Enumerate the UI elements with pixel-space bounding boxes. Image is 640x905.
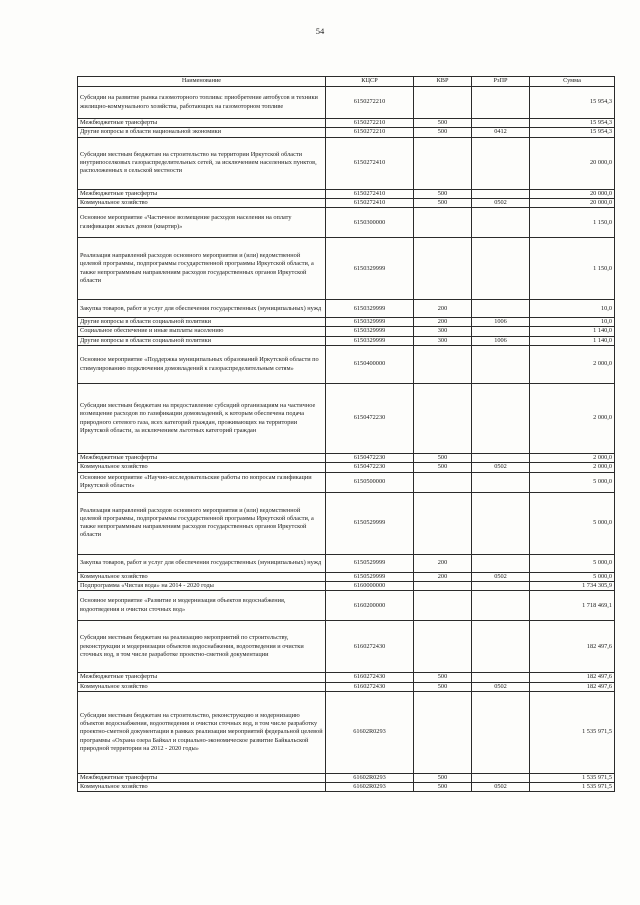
row-kcsr: 6150400000: [326, 346, 414, 384]
row-kvr: 500: [414, 119, 472, 128]
row-name: Коммунальное хозяйство: [78, 682, 326, 691]
row-sum: 20 000,0: [530, 189, 615, 198]
row-kcsr: 6150529999: [326, 554, 414, 572]
row-kvr: 300: [414, 327, 472, 336]
row-kcsr: 6150472230: [326, 463, 414, 472]
row-sum: 1 150,0: [530, 238, 615, 300]
row-kvr: [414, 691, 472, 773]
row-rzpr: [472, 189, 530, 198]
row-rzpr: [472, 591, 530, 621]
row-name: Основное мероприятие «Научно-исследовательские работы по вопросам газификации Иркутской области»: [78, 472, 326, 492]
table-row: [78, 591, 615, 621]
row-sum: 182 497,6: [530, 682, 615, 691]
header-name: Наименование: [78, 77, 326, 87]
row-name: Субсидии местным бюджетам на реализацию мероприятий по строительству, реконструкции и модернизации объектов водоснабжения, водоотведения и очистки сточных вод, в том числе разработке проектно-сметной документации: [78, 621, 326, 673]
budget-table: [77, 76, 615, 792]
row-sum: 1 140,0: [530, 336, 615, 345]
row-sum: 1 734 305,9: [530, 581, 615, 590]
row-sum: 15 954,3: [530, 128, 615, 137]
row-kvr: [414, 346, 472, 384]
row-kvr: 500: [414, 682, 472, 691]
row-kcsr: 6150529999: [326, 492, 414, 554]
row-kcsr: 6160272430: [326, 673, 414, 682]
row-kvr: 200: [414, 554, 472, 572]
row-rzpr: [472, 691, 530, 773]
row-sum: 182 497,6: [530, 673, 615, 682]
row-name: Межбюджетные трансферты: [78, 454, 326, 463]
row-name: Основное мероприятие «Частичное возмещение расходов населения на оплату газификации жилых домов (квартир)»: [78, 208, 326, 238]
row-kvr: [414, 87, 472, 119]
row-name: Коммунальное хозяйство: [78, 783, 326, 792]
row-rzpr: [472, 472, 530, 492]
header-rzpr: РзПР: [472, 77, 530, 87]
row-kcsr: 6150329999: [326, 318, 414, 327]
row-name: Межбюджетные трансферты: [78, 773, 326, 782]
row-name: Закупка товаров, работ и услуг для обеспечения государственных (муниципальных) нужд: [78, 300, 326, 318]
row-name: Подпрограмма «Чистая вода» на 2014 - 2020 годы: [78, 581, 326, 590]
row-kcsr: 6160000000: [326, 581, 414, 590]
row-rzpr: [472, 87, 530, 119]
row-rzpr: 0412: [472, 128, 530, 137]
table-row: [78, 783, 615, 792]
row-name: Другие вопросы в области социальной политики: [78, 336, 326, 345]
table-row: [78, 673, 615, 682]
row-rzpr: [472, 492, 530, 554]
row-name: Коммунальное хозяйство: [78, 198, 326, 207]
row-kcsr: 6150500000: [326, 472, 414, 492]
row-kvr: 500: [414, 463, 472, 472]
row-kcsr: 6160272430: [326, 682, 414, 691]
row-sum: 1 150,0: [530, 208, 615, 238]
row-sum: 1 535 971,5: [530, 691, 615, 773]
row-kvr: 200: [414, 300, 472, 318]
row-rzpr: [472, 621, 530, 673]
row-kcsr: 61602R0293: [326, 783, 414, 792]
table-row: [78, 238, 615, 300]
table-row: [78, 572, 615, 581]
row-sum: 2 000,0: [530, 384, 615, 454]
row-rzpr: [472, 208, 530, 238]
row-rzpr: [472, 238, 530, 300]
row-kvr: 500: [414, 783, 472, 792]
row-name: Межбюджетные трансферты: [78, 189, 326, 198]
row-kvr: 500: [414, 454, 472, 463]
row-kcsr: 6150472230: [326, 454, 414, 463]
row-rzpr: 0502: [472, 682, 530, 691]
row-name: Основное мероприятие «Поддержка муниципальных образований Иркутской области по стимулированию подключения домовладений к газораспределительным сетям»: [78, 346, 326, 384]
row-kvr: 500: [414, 128, 472, 137]
row-rzpr: [472, 554, 530, 572]
row-name: Субсидии местным бюджетам на строительство на территории Иркутской области внутрипоселковых газораспределительных сетей, за исключением населенных пунктов, расположенных в сельской местности: [78, 137, 326, 189]
row-sum: 1 535 971,5: [530, 773, 615, 782]
row-name: Межбюджетные трансферты: [78, 119, 326, 128]
table-row: [78, 318, 615, 327]
row-rzpr: [472, 581, 530, 590]
row-name: Коммунальное хозяйство: [78, 572, 326, 581]
row-rzpr: 0502: [472, 198, 530, 207]
row-sum: 1 535 971,5: [530, 783, 615, 792]
row-rzpr: [472, 137, 530, 189]
row-sum: 2 000,0: [530, 454, 615, 463]
row-kcsr: 6150329999: [326, 238, 414, 300]
row-kcsr: 6150329999: [326, 300, 414, 318]
table-row: [78, 189, 615, 198]
row-sum: 15 954,3: [530, 119, 615, 128]
row-rzpr: 0502: [472, 463, 530, 472]
row-kcsr: 6150272410: [326, 198, 414, 207]
row-name: Коммунальное хозяйство: [78, 463, 326, 472]
row-kvr: 500: [414, 189, 472, 198]
row-rzpr: 0502: [472, 572, 530, 581]
row-name: Межбюджетные трансферты: [78, 673, 326, 682]
row-name: Другие вопросы в области социальной политики: [78, 318, 326, 327]
table-row: [78, 691, 615, 773]
row-sum: 5 000,0: [530, 472, 615, 492]
row-kvr: [414, 137, 472, 189]
table-row: [78, 454, 615, 463]
row-name: Реализация направлений расходов основного мероприятия и (или) ведомственной целевой программы, подпрограммы государственной программы Иркутской области, а также непрограммным направлениям расходов государственных органов Иркутской области: [78, 492, 326, 554]
row-sum: 1 718 469,1: [530, 591, 615, 621]
row-sum: 5 000,0: [530, 492, 615, 554]
row-kcsr: 6150529999: [326, 572, 414, 581]
row-rzpr: 1006: [472, 318, 530, 327]
row-kvr: 200: [414, 318, 472, 327]
table-row: [78, 208, 615, 238]
row-name: Другие вопросы в области национальной экономики: [78, 128, 326, 137]
page-number: 54: [315, 26, 325, 36]
table-row: [78, 773, 615, 782]
row-sum: 5 000,0: [530, 572, 615, 581]
table-body: [78, 87, 615, 792]
row-sum: 20 000,0: [530, 137, 615, 189]
header-kvr: КВР: [414, 77, 472, 87]
row-kcsr: 6150272210: [326, 119, 414, 128]
table-header-row: [78, 77, 615, 87]
row-rzpr: [472, 327, 530, 336]
row-kvr: [414, 384, 472, 454]
row-rzpr: [472, 773, 530, 782]
table-row: [78, 119, 615, 128]
row-name: Закупка товаров, работ и услуг для обеспечения государственных (муниципальных) нужд: [78, 554, 326, 572]
row-kcsr: 6150272410: [326, 189, 414, 198]
row-kvr: [414, 472, 472, 492]
table-row: [78, 472, 615, 492]
table-row: [78, 327, 615, 336]
row-kvr: 200: [414, 572, 472, 581]
row-rzpr: [472, 300, 530, 318]
row-sum: 10,0: [530, 300, 615, 318]
row-rzpr: 1006: [472, 336, 530, 345]
row-kvr: [414, 621, 472, 673]
row-sum: 2 000,0: [530, 463, 615, 472]
table-row: [78, 554, 615, 572]
row-kvr: 500: [414, 773, 472, 782]
row-kcsr: 61602R0293: [326, 773, 414, 782]
row-kvr: [414, 208, 472, 238]
table-row: [78, 621, 615, 673]
row-sum: 2 000,0: [530, 346, 615, 384]
row-rzpr: [472, 119, 530, 128]
row-kvr: [414, 492, 472, 554]
row-sum: 10,0: [530, 318, 615, 327]
table-row: [78, 336, 615, 345]
row-kcsr: 6150272210: [326, 128, 414, 137]
row-kcsr: 6150472230: [326, 384, 414, 454]
row-kcsr: 6150329999: [326, 327, 414, 336]
row-kvr: [414, 591, 472, 621]
table-row: [78, 300, 615, 318]
row-name: Субсидии местным бюджетам на строительство, реконструкцию и модернизацию объектов водоснабжения, водоотведения и очистки сточных вод, в том числе разработку проектно-сметной документации в рамках реализации мероприятий федеральной целевой программы «Охрана озера Байкал и социально-экономическое развитие Байкальской природной территории на 2012 - 2020 годы»: [78, 691, 326, 773]
row-sum: 182 497,6: [530, 621, 615, 673]
row-sum: 15 954,3: [530, 87, 615, 119]
row-rzpr: [472, 346, 530, 384]
row-name: Социальное обеспечение и иные выплаты населению: [78, 327, 326, 336]
row-kcsr: 6150272210: [326, 87, 414, 119]
row-sum: 1 140,0: [530, 327, 615, 336]
table-row: [78, 137, 615, 189]
row-rzpr: [472, 384, 530, 454]
row-kvr: 500: [414, 198, 472, 207]
row-kvr: 300: [414, 336, 472, 345]
table-row: [78, 87, 615, 119]
row-kcsr: 6160200000: [326, 591, 414, 621]
row-kcsr: 6150272410: [326, 137, 414, 189]
table-row: [78, 581, 615, 590]
row-rzpr: [472, 673, 530, 682]
table-row: [78, 682, 615, 691]
row-kcsr: 6150300000: [326, 208, 414, 238]
row-kcsr: 6150329999: [326, 336, 414, 345]
table-row: [78, 492, 615, 554]
row-name: Субсидии местным бюджетам на предоставление субсидий организациям на частичное возмещение расходов по газификации домовладений, к которым обеспечена подача природного сетевого газа, всех категорий граждан, проживающих на территории Иркутской области, за исключением льготных категорий граждан: [78, 384, 326, 454]
row-kvr: [414, 581, 472, 590]
table-row: [78, 384, 615, 454]
row-rzpr: [472, 454, 530, 463]
row-kcsr: 6160272430: [326, 621, 414, 673]
row-kcsr: 61602R0293: [326, 691, 414, 773]
row-name: Субсидии на развитие рынка газомоторного топлива: приобретение автобусов и техники жилищно-коммунального хозяйства, работающих на газомоторном топливе: [78, 87, 326, 119]
table-row: [78, 198, 615, 207]
row-sum: 5 000,0: [530, 554, 615, 572]
row-sum: 20 000,0: [530, 198, 615, 207]
row-name: Основное мероприятие «Развитие и модернизация объектов водоснабжения, водоотведения и очистки сточных вод»: [78, 591, 326, 621]
row-rzpr: 0502: [472, 783, 530, 792]
table-row: [78, 463, 615, 472]
header-sum: Сумма: [530, 77, 615, 87]
header-kcsr: КЦСР: [326, 77, 414, 87]
table-row: [78, 346, 615, 384]
row-name: Реализация направлений расходов основного мероприятия и (или) ведомственной целевой программы, подпрограммы государственной программы Иркутской области, а также непрограммным направлениям расходов государственных органов Иркутской области: [78, 238, 326, 300]
row-kvr: [414, 238, 472, 300]
table-row: [78, 128, 615, 137]
row-kvr: 500: [414, 673, 472, 682]
